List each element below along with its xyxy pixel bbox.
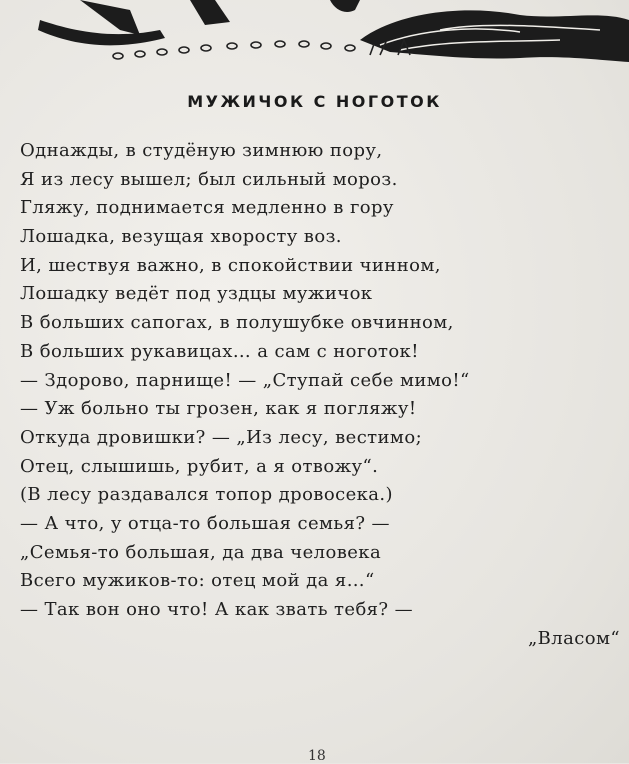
poem-line: Отец, слышишь, рубит, а я отвожу“. [20,455,379,477]
poem-line: — Здорово, парнище! — „Ступай себе мимо!“ [20,369,470,391]
poem-line: Всего мужиков-то: отец мой да я…“ [20,570,375,592]
poem-line: (В лесу раздавался топор дровосека.) [20,484,393,506]
poem-line: Лошадку ведёт под уздцы мужичок [20,283,373,305]
poem-line: Откуда дровишки? — „Из лесу, вестимо; [20,426,423,448]
poem-line: Однажды, в студёную зимнюю пору, [20,140,383,161]
poem-line: В больших сапогах, в полушубке овчинном, [20,312,454,334]
poem-line: — Так вон оно что! А как звать тебя? — [20,599,414,620]
poem-body [20,137,620,653]
poem-line: Я из лесу вышел; был сильный мороз. [20,168,398,190]
poem-line: Лошадка, везущая хворосту воз. [20,226,342,248]
header-illustration [0,0,629,80]
poem-line: — Уж больно ты грозен, как я погляжу! [20,398,417,420]
poem-line: И, шествуя важно, в спокойствии чинном, [20,254,441,276]
poem-line: Гляжу, поднимается медленно в гору [20,197,394,219]
poem-title: МУЖИЧОК С НОГОТОК [187,92,442,111]
poem-line: „Власом“ [527,627,620,649]
poem-line: В больших рукавицах… а сам с ноготок! [20,340,419,362]
poem-line: „Семья-то большая, да два человека [20,541,382,563]
poem-line: — А что, у отца-то большая семья? — [20,512,390,534]
page-number: 18 [308,748,326,764]
